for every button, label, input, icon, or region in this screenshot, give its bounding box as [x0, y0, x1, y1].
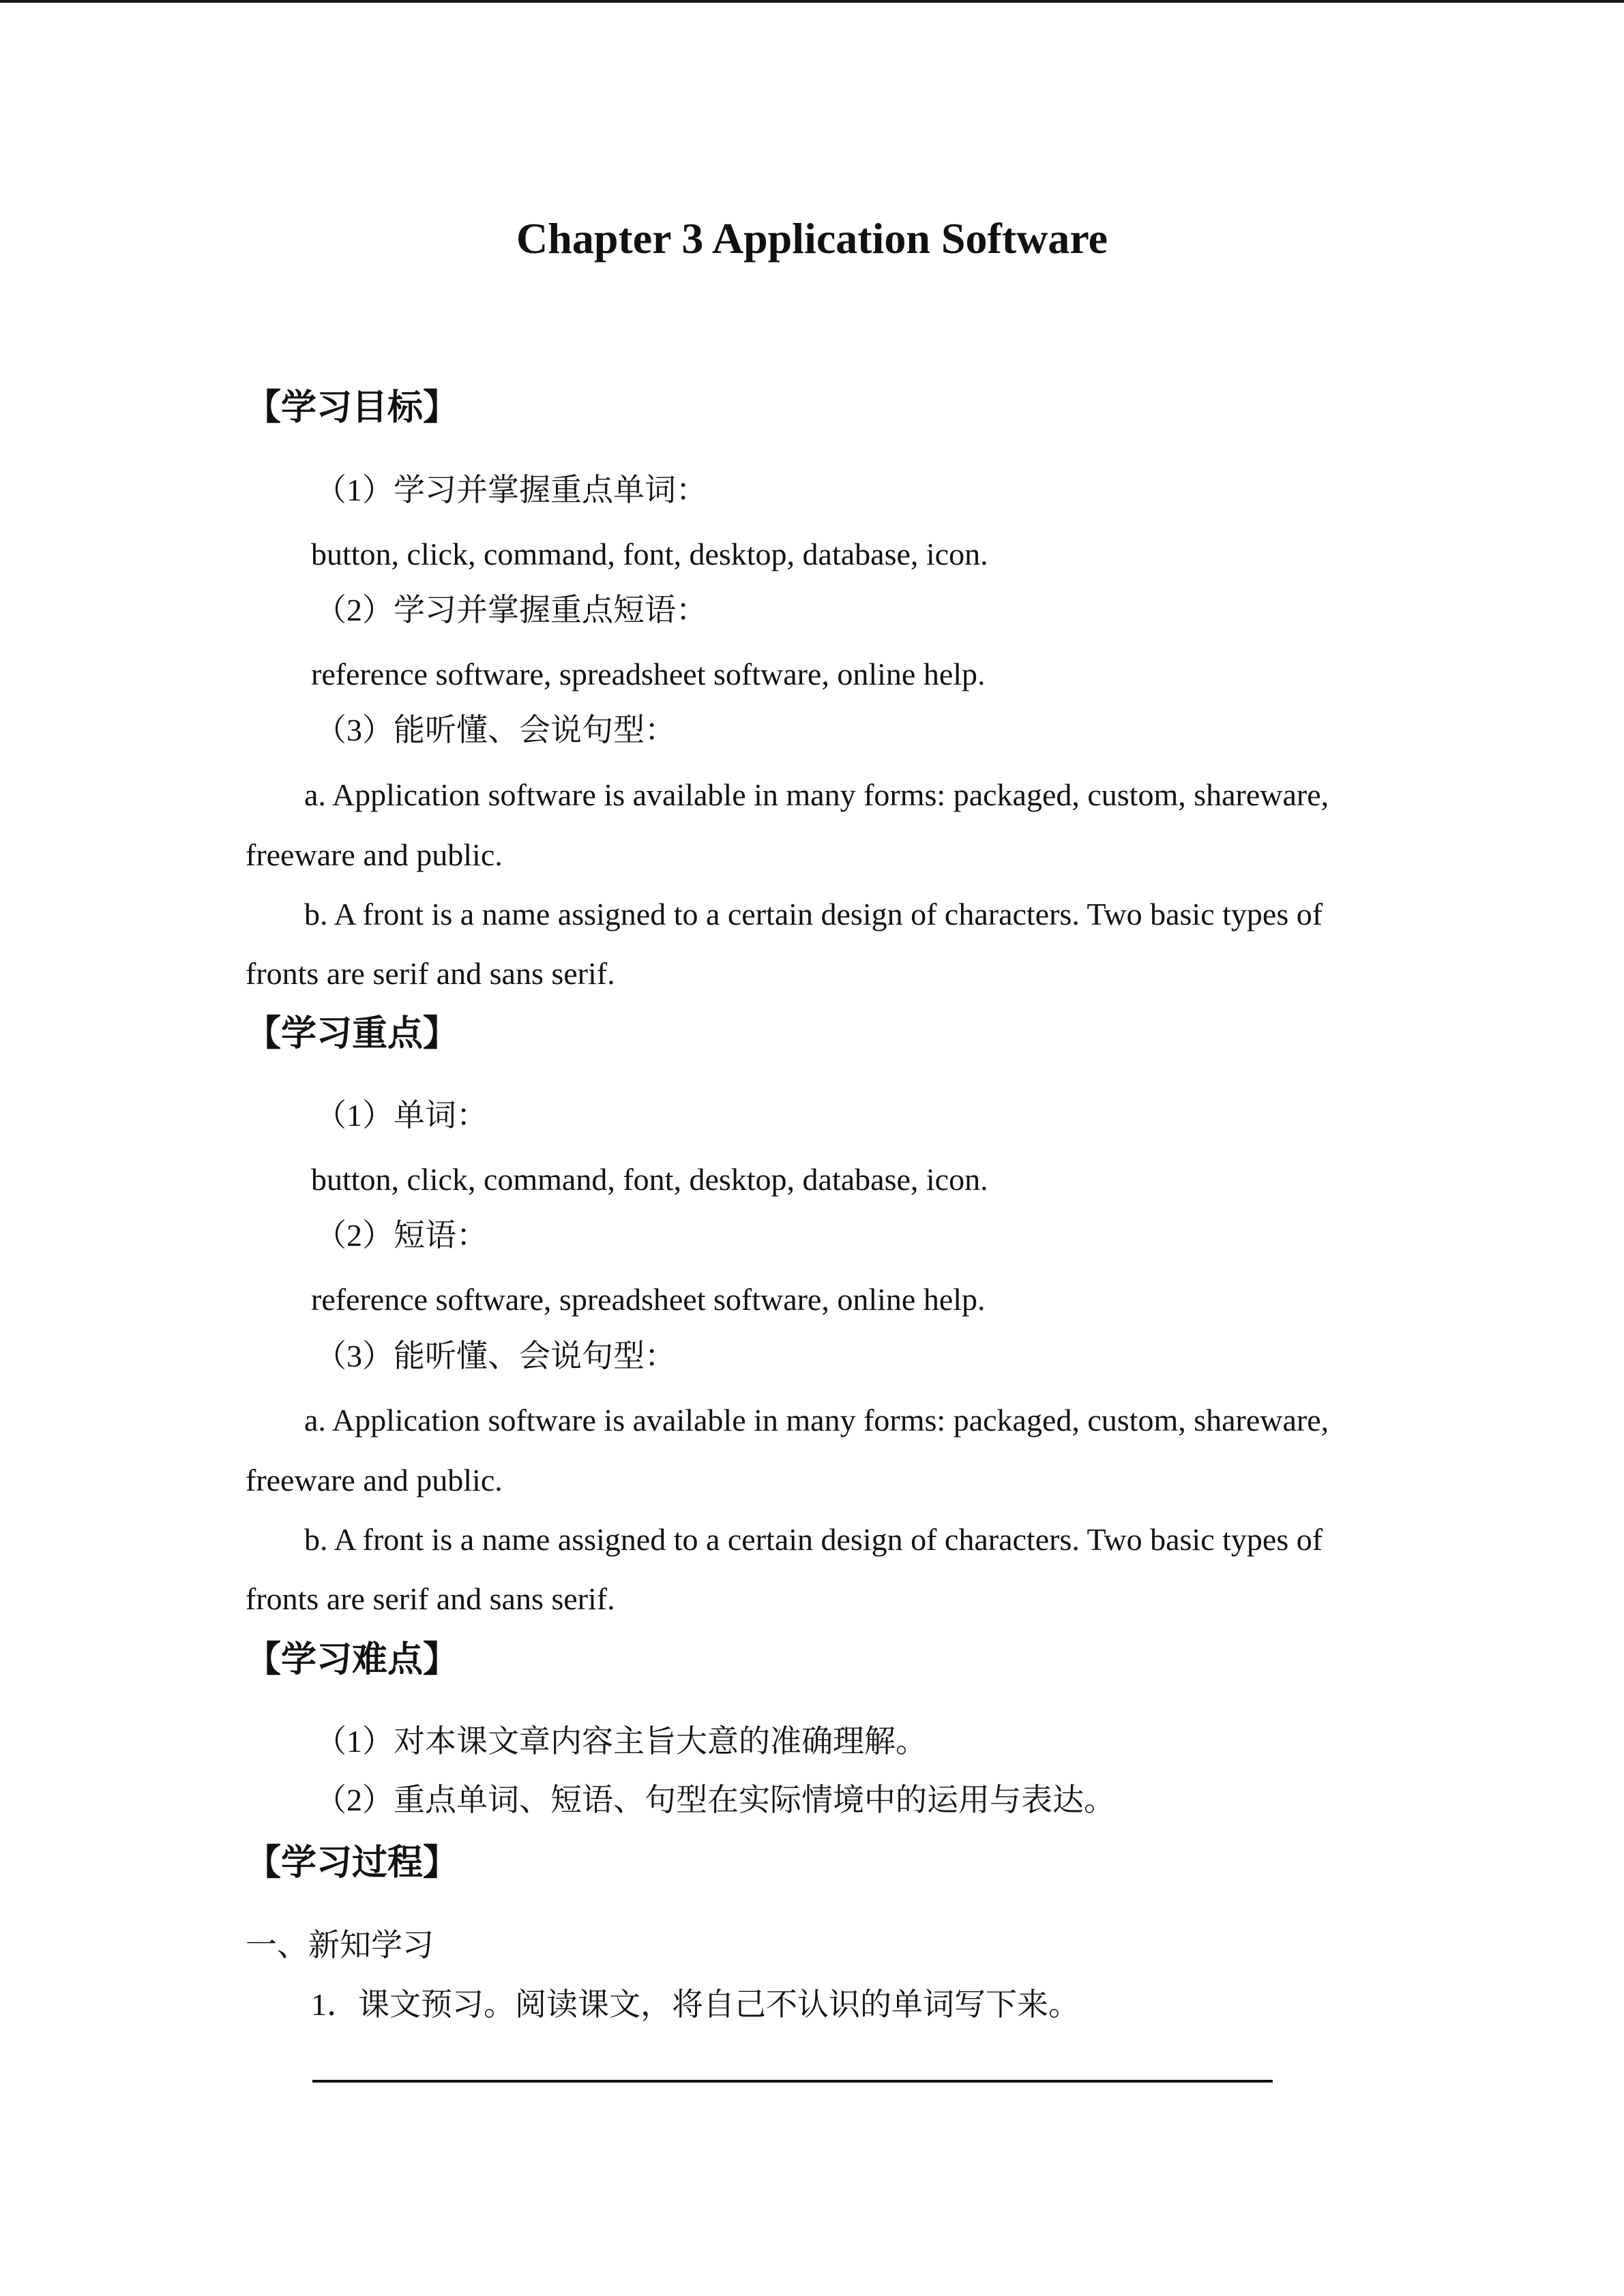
section-heading-difficulties: 【学习难点】: [246, 1639, 459, 1680]
key-points-sentence-b-line2: fronts are serif and sans serif.: [246, 1581, 615, 1616]
section-heading-objectives: 【学习目标】: [246, 387, 459, 428]
answer-blank-line: [312, 2080, 1273, 2083]
objectives-sentence-b-line1: b. A front is a name assigned to a certain design of characters. Two basic types of: [304, 897, 1323, 931]
section-heading-process: 【学习过程】: [246, 1843, 459, 1883]
key-points-sentence-a-line2: freeware and public.: [246, 1463, 503, 1497]
process-part-1: 一、新知学习: [246, 1928, 434, 1963]
objectives-item-2: （2）学习并掌握重点短语：: [315, 593, 707, 627]
key-points-words: button, click, command, font, desktop, database, icon.: [311, 1162, 988, 1197]
objectives-sentence-a-line2: freeware and public.: [246, 837, 503, 872]
page-top-border: [0, 0, 1624, 3]
objectives-phrases: reference software, spreadsheet software, online help.: [311, 657, 986, 691]
objectives-item-1: （1）学习并掌握重点单词：: [315, 473, 707, 507]
key-points-sentence-a-line1: a. Application software is available in many forms: packaged, custom, shareware,: [304, 1403, 1329, 1437]
difficulties-item-1: （1）对本课文章内容主旨大意的准确理解。: [315, 1724, 927, 1759]
key-points-item-2: （2）短语：: [315, 1218, 488, 1253]
key-points-sentence-b-line1: b. A front is a name assigned to a certain design of characters. Two basic types of: [304, 1522, 1323, 1557]
section-heading-key-points: 【学习重点】: [246, 1013, 459, 1054]
key-points-item-1: （1）单词：: [315, 1098, 488, 1133]
objectives-sentence-b-line2: fronts are serif and sans serif.: [246, 956, 615, 991]
key-points-item-3: （3）能听懂、会说句型：: [315, 1339, 676, 1373]
key-points-phrases: reference software, spreadsheet software, online help.: [311, 1282, 986, 1317]
document-title: Chapter 3 Application Software: [516, 214, 1108, 263]
difficulties-item-2: （2）重点单词、短语、句型在实际情境中的运用与表达。: [315, 1783, 1115, 1817]
objectives-words: button, click, command, font, desktop, database, icon.: [311, 537, 988, 571]
process-task-1: 1．课文预习。阅读课文，将自己不认识的单词写下来。: [311, 1987, 1080, 2022]
objectives-sentence-a-line1: a. Application software is available in many forms: packaged, custom, shareware,: [304, 777, 1329, 812]
objectives-item-3: （3）能听懂、会说句型：: [315, 713, 676, 747]
